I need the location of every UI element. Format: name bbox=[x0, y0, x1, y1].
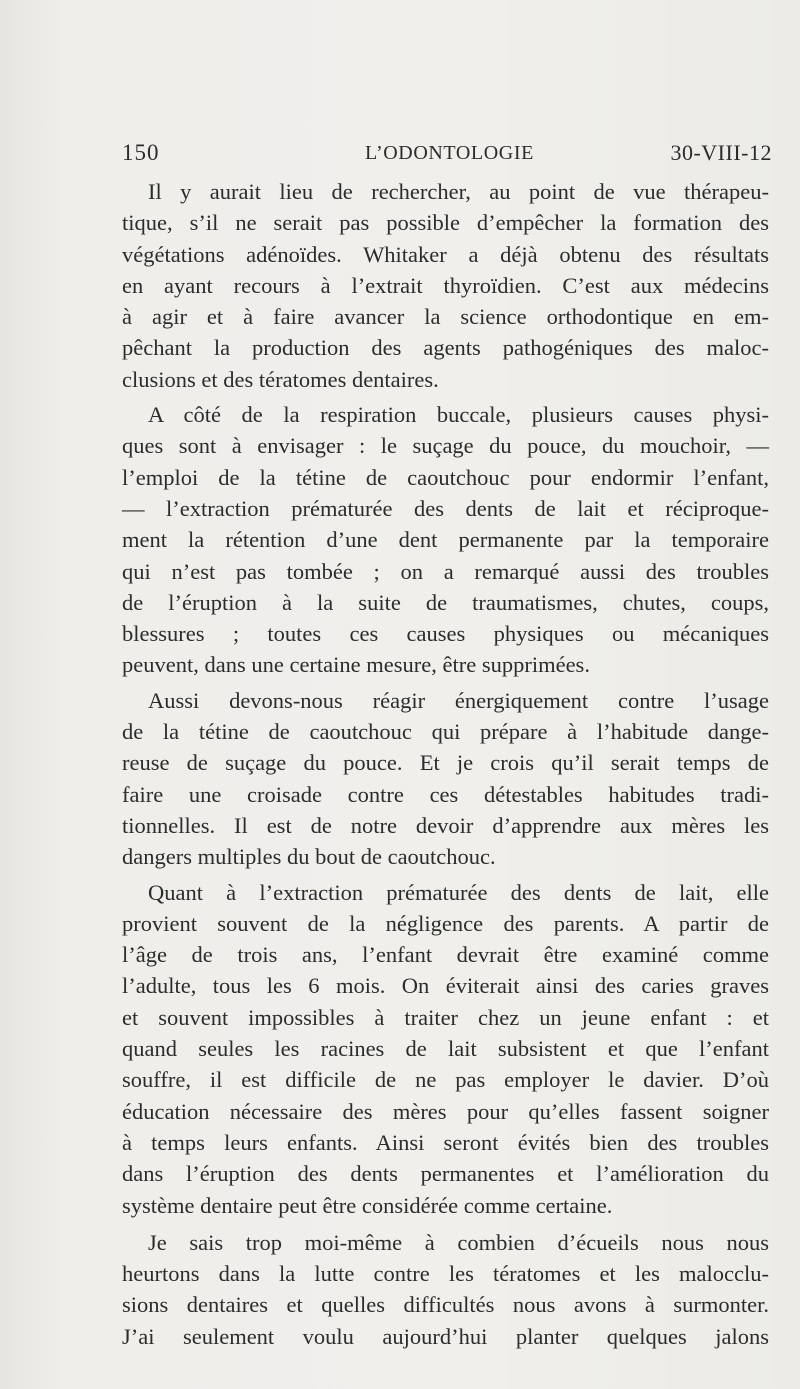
text-line: l’adulte, tous les 6 mois. On éviterait ainsi des caries graves bbox=[122, 973, 769, 999]
text-line: peuvent, dans une certaine mesure, être supprimées. bbox=[122, 652, 590, 678]
text-line: sions dentaires et quelles difficultés nous avons à surmonter. bbox=[122, 1292, 769, 1318]
text-line: qui n’est pas tombée ; on a remarqué aussi des troubles bbox=[122, 558, 769, 584]
text-line: Quant à l’extraction prématurée des dents de lait, elle bbox=[148, 879, 769, 905]
text-line: Je sais trop moi-même à combien d’écueils nous nous bbox=[148, 1229, 769, 1255]
text-line: système dentaire peut être considérée comme certaine. bbox=[122, 1192, 613, 1218]
text-line: Il y aurait lieu de rechercher, au point de vue thérapeu- bbox=[148, 179, 769, 204]
text-line: tique, s’il ne serait pas possible d’empêcher la formation des bbox=[122, 210, 769, 236]
text-line: faire une croisade contre ces détestables habitudes tradi- bbox=[122, 781, 769, 807]
text-line: provient souvent de la négligence des parents. A partir de bbox=[122, 910, 769, 936]
text-line: de la tétine de caoutchouc qui prépare à l’habitude dange- bbox=[122, 719, 769, 745]
paragraph-3 bbox=[122, 685, 769, 873]
text-line: en ayant recours à l’extrait thyroïdien. C’est aux médecins bbox=[122, 272, 769, 298]
text-line: pêchant la production des agents pathogéniques des maloc- bbox=[122, 335, 769, 361]
text-line: clusions et des tératomes dentaires. bbox=[122, 366, 439, 392]
text-line: J’ai seulement voulu aujourd’hui planter quelques jalons bbox=[122, 1323, 769, 1349]
text-line: reuse de suçage du pouce. Et je crois qu’il serait temps de bbox=[122, 750, 769, 776]
text-line: A côté de la respiration buccale, plusieurs causes physi- bbox=[148, 402, 769, 428]
text-line: à agir et à faire avancer la science orthodontique en em- bbox=[122, 304, 769, 330]
text-line: souffre, il est difficile de ne pas employer le davier. D’où bbox=[122, 1067, 769, 1093]
text-line: ques sont à envisager : le suçage du pouce, du mouchoir, — bbox=[122, 433, 769, 459]
text-line: Aussi devons-nous réagir énergiquement contre l’usage bbox=[148, 687, 769, 713]
issue-date: 30-VIII-12 bbox=[670, 140, 772, 165]
page-number: 150 bbox=[122, 140, 160, 165]
text-line: végétations adénoïdes. Whitaker a déjà obtenu des résultats bbox=[122, 241, 769, 267]
text-line: de l’éruption à la suite de traumatismes, chutes, coups, bbox=[122, 589, 769, 615]
text-line: — l’extraction prématurée des dents de lait et réciproque- bbox=[122, 495, 769, 521]
text-line: blessures ; toutes ces causes physiques ou mécaniques bbox=[122, 621, 769, 647]
paragraph-4 bbox=[122, 877, 769, 1221]
text-line: à temps leurs enfants. Ainsi seront évités bien des troubles bbox=[122, 1129, 769, 1155]
text-line: tionnelles. Il est de notre devoir d’apprendre aux mères les bbox=[122, 812, 769, 838]
body-text bbox=[122, 176, 769, 1352]
text-line: l’âge de trois ans, l’enfant devrait être examiné comme bbox=[122, 942, 769, 968]
text-line: et souvent impossibles à traiter chez un jeune enfant : et bbox=[122, 1004, 769, 1030]
text-line: l’emploi de la tétine de caoutchouc pour endormir l’enfant, bbox=[122, 464, 769, 490]
text-line: éducation nécessaire des mères pour qu’elles fassent soigner bbox=[122, 1098, 769, 1124]
running-header bbox=[122, 140, 772, 176]
paragraph-1 bbox=[122, 176, 769, 395]
journal-title: L’ODONTOLOGIE bbox=[365, 142, 534, 164]
text-line: quand seules les racines de lait subsistent et que l’enfant bbox=[122, 1036, 769, 1062]
text-line: ment la rétention d’une dent permanente par la temporaire bbox=[122, 527, 769, 553]
text-line: dans l’éruption des dents permanentes et l’amélioration du bbox=[122, 1161, 769, 1187]
paragraph-5 bbox=[122, 1227, 769, 1352]
paragraph-2 bbox=[122, 399, 769, 681]
text-line: heurtons dans la lutte contre les tératomes et les malocclu- bbox=[122, 1261, 769, 1287]
text-line: dangers multiples du bout de caoutchouc. bbox=[122, 844, 496, 870]
